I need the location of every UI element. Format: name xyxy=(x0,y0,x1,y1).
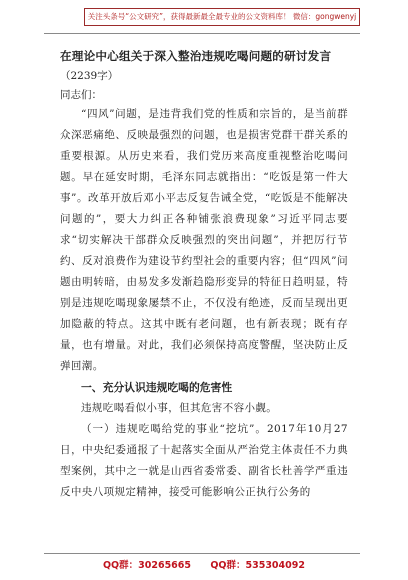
section-point-paragraph: （一）违规吃喝给党的事业“挖坑”。2017年10月27日，中央纪委通报了十起落实全面从严治党主体责任不力典型案例，其中之一就是山西省委常委、副省长杜善学严重违反中央八项规定精神，接受可能影响公正执行公务的 xyxy=(60,423,348,498)
top-banner: 关注头条号“公文研究”，获得最新最全最专业的公文资料库！ 微信：gongwenyj xyxy=(84,8,360,26)
footer-qq-group-1: QQ群：30265665 xyxy=(102,560,192,571)
salutation: 同志们： xyxy=(60,89,102,101)
header-divider xyxy=(44,33,360,34)
footer-divider xyxy=(44,553,360,554)
section-lead-paragraph: 违规吃喝看似小事，但其危害不容小觑。 xyxy=(81,402,278,414)
section-heading: 一、充分认识违规吃喝的危害性 xyxy=(81,381,233,394)
document-title: 在理论中心组关于深入整治违规吃喝问题的研讨发言 xyxy=(60,49,332,63)
body-paragraph: “四风”问题，是违背我们党的性质和宗旨的，是当前群众深恶痛绝、反映最强烈的问题，也是损害党群干群关系的重要根源。从历史来看，我们党历来高度重视整治吃喝问题。早在延安时期，毛泽东同志就指出：“吃饭是第一件大事”。改革开放后邓小平志反复告诫全党，“吃饭是不能解决问题的”，要大力纠正各种铺张浪费现象”习近平同志要求“切实解决干部群众反映强烈的突出问题”，并把厉行节约、反对浪费作为建设节约型社会的重要内容；但“四风”问题由明转暗，由易发多发渐趋隐形变异的特征日趋明显，特别是违规吃喝现象屡禁不止，不仅没有绝迹，反而呈现出更加隐蔽的特点。这其中既有老问题，也有新表现；既有存量，也有增量。对此，我们必须保持高度警醒，坚决防止反弹回潮。 xyxy=(60,108,348,372)
word-count: （2239字） xyxy=(60,70,119,82)
footer-qq-group-2: QQ群：535304092 xyxy=(210,560,305,571)
document-body xyxy=(60,48,348,503)
footer xyxy=(0,557,408,571)
